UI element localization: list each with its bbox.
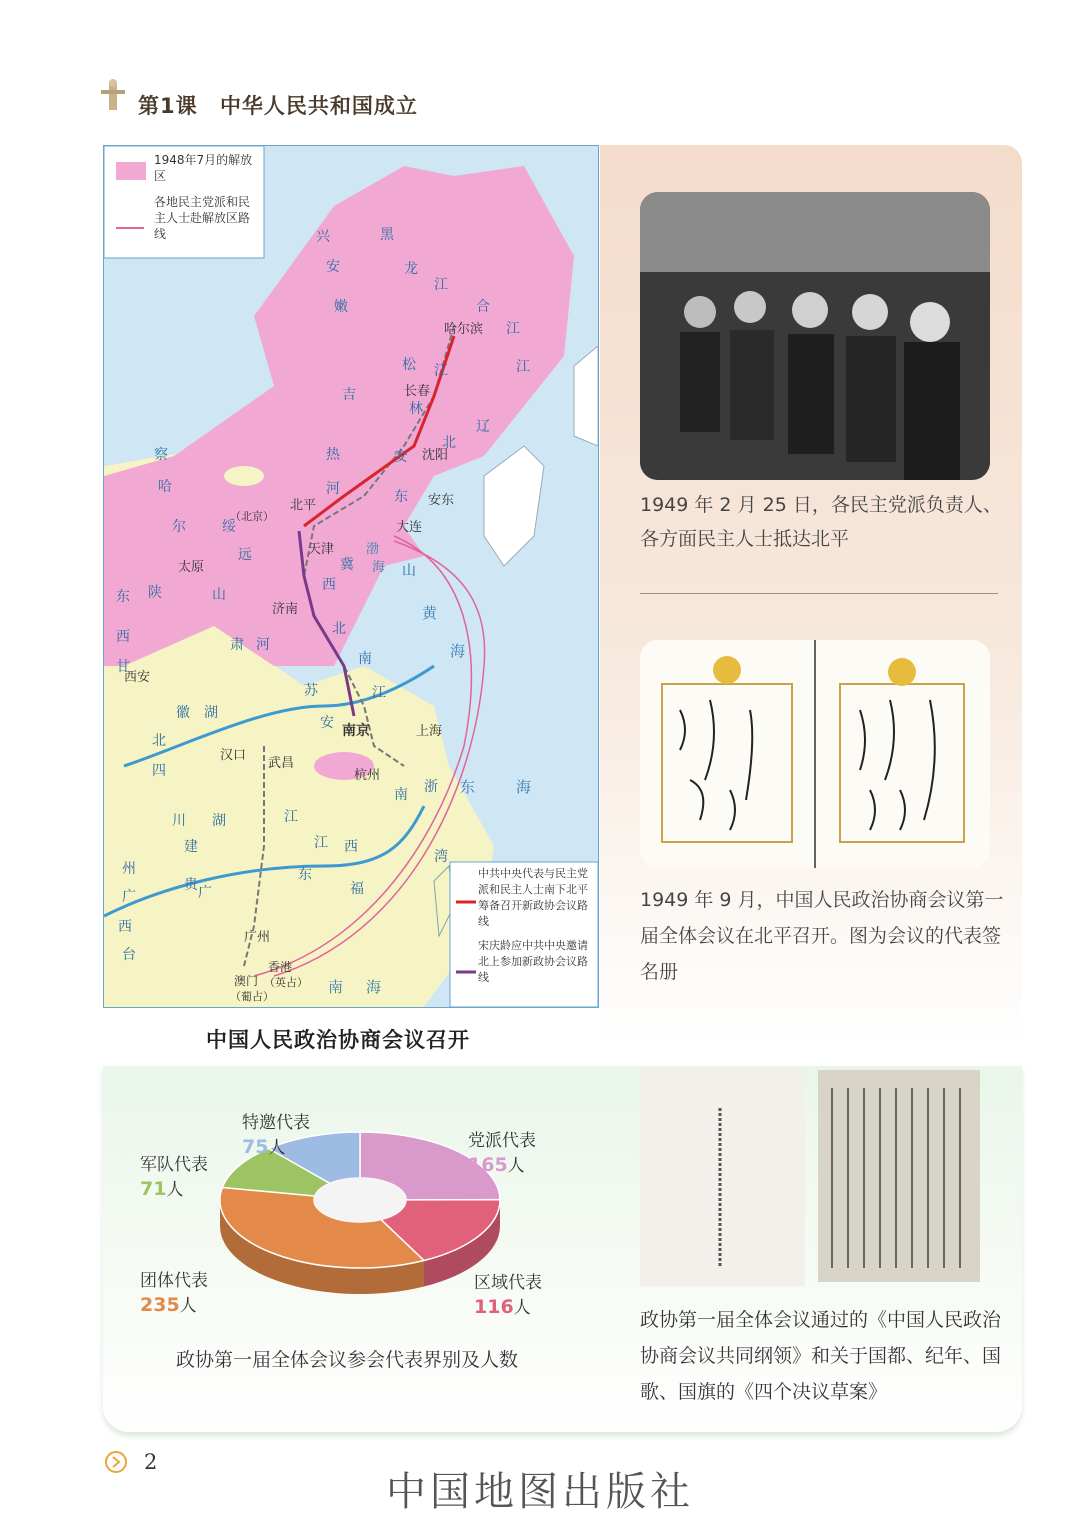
province-label: 东	[394, 489, 408, 505]
province-label: 江	[284, 809, 298, 825]
province-label: 肃	[230, 637, 244, 653]
page-number: 2	[144, 1450, 158, 1474]
province-label: 吉	[342, 387, 356, 403]
document-images	[640, 1068, 980, 1288]
pie-label	[140, 1266, 208, 1316]
pie-value: 235	[140, 1294, 180, 1316]
legend-purple-route-label: 宋庆龄应中共中央邀请北上参加新政协会议路线	[478, 939, 588, 984]
pie-label-name: 特邀代表	[242, 1113, 310, 1133]
pie-label-value	[140, 1175, 208, 1200]
province-label: 西	[344, 839, 358, 855]
pie-value: 75	[242, 1136, 269, 1158]
province-label: 江	[314, 835, 328, 851]
sea-dong-1: 东	[460, 778, 476, 796]
province-label: 西	[322, 577, 336, 593]
document-caption: 政协第一届全体会议通过的《中国人民政治协商会议共同纲领》和关于国都、纪年、国歌、国旗的《四个决议草案》	[640, 1309, 1002, 1403]
province-label: 察	[154, 447, 168, 463]
province-label: 湖	[204, 705, 218, 721]
province-label: 江	[434, 277, 448, 293]
photo-signature-book	[640, 640, 990, 868]
city-hankou: 汉口	[220, 748, 247, 763]
pie-unit: 人	[166, 1180, 184, 1200]
pie-value: 165	[468, 1154, 508, 1176]
pie-label-name: 党派代表	[468, 1131, 536, 1151]
province-label: 山	[212, 587, 226, 603]
photo-2-caption: 1949 年 9 月，中国人民政治协商会议第一届全体会议在北平召开。图为会议的代表签名册	[640, 889, 1004, 983]
city-shenyang: 沈阳	[422, 448, 449, 463]
province-label: 南	[358, 651, 372, 667]
province-label: 嫩	[334, 299, 348, 315]
province-label: 江	[372, 685, 386, 701]
legend-liberated-label: 1948年7月的解放区	[154, 153, 253, 183]
province-label: 林	[409, 401, 423, 417]
province-label: 四	[152, 763, 166, 779]
city-guangzhou: 广州	[244, 930, 271, 945]
province-label: 广	[122, 889, 136, 905]
city-taiyuan: 太原	[178, 560, 205, 575]
sea-nan-1: 南	[328, 978, 344, 996]
province-label: 山	[402, 563, 416, 579]
city-beijing-note: （北京）	[230, 510, 274, 523]
province-label: 湾	[434, 849, 448, 865]
province-label: 湖	[212, 813, 226, 829]
province-label: 安	[320, 715, 334, 731]
city-wuchang: 武昌	[268, 756, 295, 771]
pie-label	[474, 1268, 542, 1318]
city-andong: 安东	[428, 493, 455, 508]
lesson-name: 中华人民共和国成立	[219, 94, 418, 118]
historical-map	[103, 145, 599, 1008]
province-label: 台	[122, 947, 136, 963]
city-nanjing: 南京	[342, 723, 370, 739]
province-label: 北	[332, 621, 346, 637]
representative-pie-chart	[110, 1090, 580, 1350]
province-label: 东	[298, 867, 312, 883]
city-xian: 西安	[124, 670, 151, 685]
province-label: 兴	[316, 229, 330, 245]
pie-value: 71	[140, 1178, 167, 1200]
city-macau: 澳门	[234, 974, 259, 988]
province-label: 州	[122, 861, 136, 877]
pie-label-name: 团体代表	[140, 1271, 208, 1291]
province-label: 甘	[116, 659, 130, 675]
city-harbin: 哈尔滨	[444, 322, 484, 337]
pie-label	[242, 1108, 310, 1158]
province-label: 黑	[380, 227, 394, 243]
pie-value: 116	[474, 1296, 514, 1318]
city-jinan: 济南	[272, 602, 299, 617]
city-beiping: 北平	[290, 498, 317, 513]
publisher-watermark: 中国地图出版社	[386, 1469, 694, 1515]
province-label: 安	[394, 449, 408, 465]
province-label: 福	[350, 881, 364, 897]
pie-label-name: 区域代表	[474, 1273, 542, 1293]
province-label: 江	[434, 363, 448, 379]
divider	[640, 593, 998, 594]
legend-route-label: 各地民主党派和民主人士赴解放区路线	[154, 195, 251, 241]
province-label: 川	[172, 813, 186, 829]
sea-huang-2: 海	[450, 642, 466, 660]
province-label: 尔	[172, 519, 186, 535]
province-label: 冀	[340, 557, 354, 573]
city-hongkong: 香港	[268, 960, 293, 974]
pie-label-value	[140, 1291, 208, 1316]
pie-unit: 人	[513, 1298, 531, 1318]
city-macau-note: （葡占）	[230, 990, 274, 1003]
sea-bohai-2: 海	[372, 560, 386, 575]
pie-label-value	[242, 1133, 310, 1158]
lesson-title	[138, 90, 418, 120]
city-shanghai: 上海	[416, 724, 443, 739]
legend-red-route-label: 中共中央代表与民主党派和民主人士南下北平筹备召开新政协会议路线	[478, 867, 588, 928]
pie-unit: 人	[179, 1296, 197, 1316]
province-label: 东	[116, 589, 130, 605]
city-changchun: 长春	[404, 384, 431, 399]
province-label: 江	[516, 359, 530, 375]
province-label: 哈	[158, 479, 172, 495]
province-label: 江	[506, 321, 520, 337]
pie-unit: 人	[507, 1156, 525, 1176]
province-label: 安	[326, 259, 340, 275]
city-hongkong-note: （英占）	[264, 976, 308, 989]
city-dalian: 大连	[396, 520, 423, 535]
province-label: 合	[476, 299, 490, 315]
province-label: 广	[198, 885, 212, 901]
pie-label-name: 军队代表	[140, 1155, 208, 1175]
chart-caption: 政协第一届全体会议参会代表界别及人数	[176, 1349, 519, 1371]
province-label: 建	[184, 839, 198, 855]
province-label: 河	[326, 481, 340, 497]
province-label: 龙	[404, 261, 418, 277]
photo-delegates-arrive	[640, 192, 990, 480]
city-tianjin: 天津	[308, 542, 335, 557]
province-label: 辽	[476, 419, 490, 435]
sea-huang-1: 黄	[422, 604, 438, 622]
province-label: 西	[118, 919, 132, 935]
province-label: 苏	[304, 683, 318, 699]
sea-dong-2: 海	[516, 778, 532, 796]
province-label: 北	[152, 733, 166, 749]
province-label: 西	[116, 629, 130, 645]
province-label: 徽	[176, 705, 190, 721]
pie-label	[468, 1126, 536, 1176]
province-label: 贵	[184, 877, 198, 893]
pie-label-value	[474, 1293, 542, 1318]
sea-nan-2: 海	[366, 978, 382, 996]
province-label: 浙	[424, 779, 438, 795]
province-label: 南	[394, 787, 408, 803]
pie-hole	[314, 1178, 406, 1222]
pie-label-value	[468, 1151, 536, 1176]
city-hangzhou: 杭州	[354, 768, 381, 783]
pie-label	[140, 1150, 208, 1200]
province-label: 热	[326, 447, 340, 463]
photo-1-caption: 1949 年 2 月 25 日，各民主党派负责人、各方面民主人士抵达北平	[640, 494, 1002, 550]
map-caption: 中国人民政治协商会议召开	[206, 1028, 470, 1052]
pie-unit: 人	[268, 1138, 286, 1158]
lesson-number: 第1课	[138, 94, 198, 118]
province-label: 松	[402, 357, 416, 373]
province-label: 陕	[148, 585, 162, 601]
province-label: 远	[238, 547, 252, 563]
province-label: 绥	[222, 519, 236, 535]
province-label: 河	[256, 637, 270, 653]
province-label: 北	[442, 435, 456, 451]
sea-bohai-1: 渤	[366, 542, 380, 557]
lesson-icon	[96, 78, 130, 112]
